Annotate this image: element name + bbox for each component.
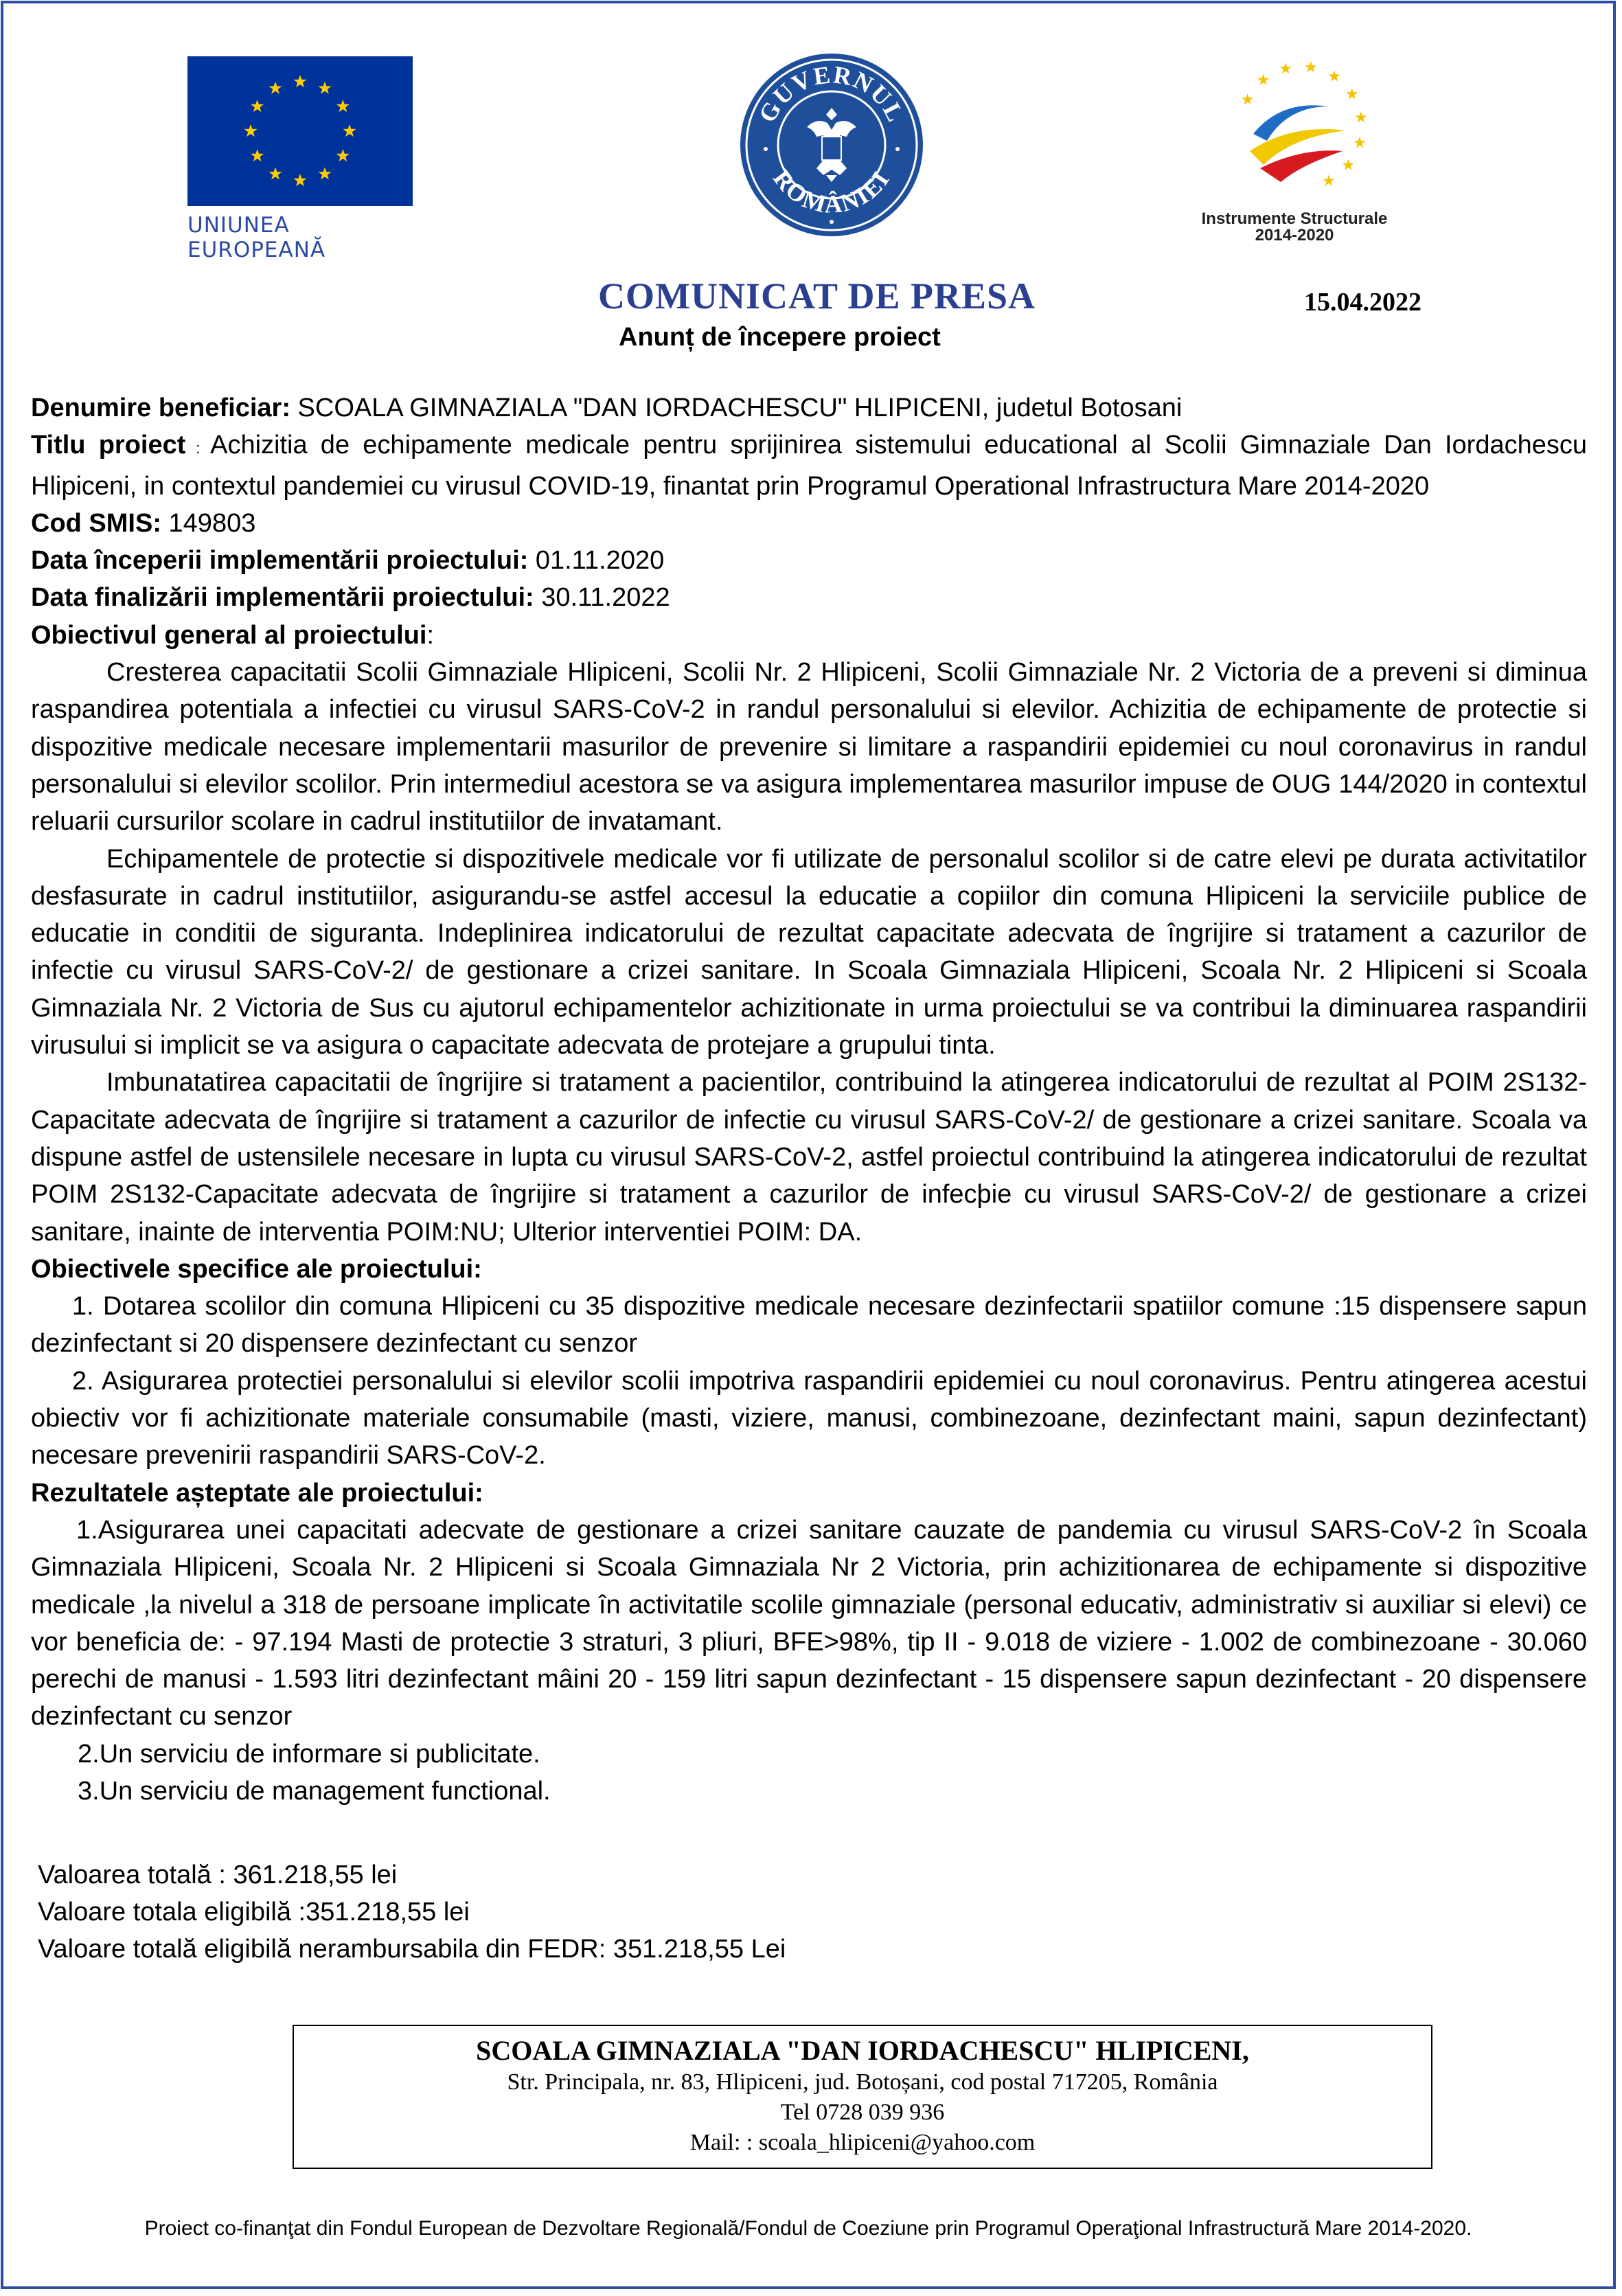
- project-values: [38, 1856, 786, 1968]
- is-star-icon: [1257, 74, 1269, 85]
- eligible-value: Valoare totala eligibilă :351.218,55 lei: [38, 1898, 470, 1926]
- end-date-value: 30.11.2022: [534, 583, 670, 613]
- eu-logo: [187, 56, 414, 262]
- press-release-page: [1, 1, 1616, 2289]
- start-date-line: [31, 542, 1587, 579]
- project-title-colon: :: [185, 440, 211, 457]
- page-title: COMUNICAT DE PRESA: [598, 275, 1036, 317]
- result-item: 2.Un serviciu de informare si publicitate.: [78, 1739, 540, 1769]
- romanian-government-seal-icon: [738, 52, 925, 238]
- smis-label: Cod SMIS:: [31, 508, 161, 538]
- end-date-line: [31, 579, 1587, 616]
- eu-flag-icon: [187, 56, 413, 206]
- is-star-icon: [1328, 70, 1340, 81]
- smis-value: 149803: [161, 508, 256, 538]
- contact-box: [293, 2025, 1432, 2169]
- project-title-line: [31, 427, 1587, 505]
- objective-paragraph: Imbunatatirea capacitatii de îngrijire si tratament a pacientilor, contribuind la atingerea indicatorului de rezultat al POIM 2S132-Capacitate adecvata de îngrijire si tratament a cazurilor de infectie cu virusul SARS-CoV-2/ de gestionare a crizei sanitare. Scoala va dispune astfel de ustensilele necesare in lupta cu virusul SARS-CoV-2, astfel proiectul contribuind la atingerea indicatorului de rezultat POIM 2S132-Capacitate adecvata de îngrijire si tratament a cazurilor de infecþie cu virusul SARS-CoV-2/ de gestionare a crizei sanitare, inainte de interventia POIM:NU; Ulterior interventiei POIM: DA.: [31, 1068, 1587, 1247]
- result-item: 3.Un serviciu de management functional.: [78, 1776, 551, 1806]
- eu-caption: UNIUNEA EUROPEANĂ: [187, 213, 326, 262]
- page-subtitle: Anunț de începere proiect: [619, 323, 941, 352]
- is-star-icon: [1305, 61, 1316, 72]
- is-caption-2: 2014-2020: [1255, 226, 1334, 245]
- school-address: Str. Principala, nr. 83, Hlipiceni, jud. Botoșani, cod postal 717205, România: [507, 2069, 1218, 2095]
- project-title-value: Achizitia de echipamente medicale pentru sprijinirea sistemului educational al Scolii Gimnaziale Dan Iordachescu Hlipiceni, in contextul pandemiei cu virusul COVID-19, finantat prin Programul Operational Infrastructura Mare 2014-2020: [31, 431, 1588, 501]
- structural-instruments-logo: [1185, 52, 1404, 246]
- beneficiary-label: Denumire beneficiar:: [31, 394, 290, 422]
- is-star-icon: [1355, 111, 1367, 122]
- school-phone: Tel 0728 039 936: [780, 2100, 945, 2125]
- fedr-value: Valoare totală eligibilă nerambursabila din FEDR: 351.218,55 Lei: [38, 1935, 786, 1964]
- results-label: Rezultatele așteptate ale proiectului:: [31, 1478, 483, 1508]
- objective-paragraph: Echipamentele de protectie si dispozitivele medicale vor fi utilizate de personalul scolilor si de catre elevi pe durata activitatilor desfasurate in cadrul institutiilor, asigurandu-se astfel accesul la educatie a copiilor din comuna Hlipiceni la serviciile publice de educatie in conditii de siguranta. Indeplinirea indicatorului de rezultat capacitate adecvata de îngrijire si tratament a cazurilor de infectie cu virusul SARS-CoV-2/ de gestionare a crizei sanitare. In Scoala Gimnaziala Hlipiceni, Scoala Nr. 2 Hlipiceni si Scoala Gimnaziala Nr. 2 Victoria de Sus cu ajutorul echipamentelor achizitionate in urma proiectului se va contribui la diminuarea raspandirii virusului si implicit se va asigura o capacitate adecvata de protejare a grupului tinta.: [31, 844, 1587, 1060]
- beneficiary-value: SCOALA GIMNAZIALA "DAN IORDACHESCU" HLIPICENI, judetul Botosani: [290, 394, 1183, 422]
- is-star-icon: [1343, 159, 1354, 170]
- smis-line: [31, 505, 1587, 542]
- objective-label: Obiectivul general al proiectului: [31, 620, 427, 650]
- is-star-icon: [1353, 137, 1365, 148]
- end-date-label: Data finalizării implementării proiectului:: [31, 583, 534, 613]
- funding-footer: Proiect co-finanţat din Fondul European de Dezvoltare Regională/Fondul de Coeziune prin Programul Operaţional Infrastructură Mare 2014-2020.: [144, 2217, 1472, 2240]
- svg-text:ROMÂNIEI: ROMÂNIEI: [768, 164, 895, 218]
- specific-objective-item: 2. Asigurarea protectiei personalului si elevilor scolii impotriva raspandirii epidemiei cu noul coronavirus. Pentru atingerea acestui obiectiv vor fi achizitionate materiale consumabile (masti, viziere, manusi, combinezoane, dezinfectant maini, sapun dezinfectant) necesare prevenirii raspandirii SARS-CoV-2.: [31, 1366, 1587, 1470]
- specific-objectives-label: Obiectivele specifice ale proiectului:: [31, 1254, 482, 1284]
- release-body: [31, 389, 1587, 1810]
- results-heading: [31, 1475, 1587, 1512]
- beneficiary-line: [31, 389, 1587, 427]
- is-caption-1: Instrumente Structurale: [1201, 209, 1388, 228]
- is-star-icon: [1280, 62, 1292, 73]
- school-name: SCOALA GIMNAZIALA "DAN IORDACHESCU" HLIPICENI,: [476, 2035, 1249, 2066]
- start-date-value: 01.11.2020: [528, 546, 665, 576]
- total-value: Valoarea totală : 361.218,55 lei: [38, 1861, 398, 1889]
- logo-row: [3, 52, 1613, 262]
- result-item: 1.Asigurarea unei capacitati adecvate de gestionare a crizei sanitare cauzate de pandemia cu virusul SARS-CoV-2 în Scoala Gimnaziala Hlipiceni, Scoala Nr. 2 Hlipiceni si Scoala Gimnaziala Nr 2 Victoria, prin achizitionarea de echipamente si dispozitive medicale ,la nivelul a 318 de persoane implicate în activitatile scolile gimnaziale (personal educativ, administrativ si auxiliar si elevi) ce vor beneficia de: - 97.194 Masti de protectie 3 straturi, 3 pliuri, BFE>98%, tip II - 9.018 de viziere - 1.002 de combinezoane - 30.060 perechi de manusi - 1.593 litri dezinfectant mâini 20 - 159 litri sapun dezinfectant - 15 dispensere sapun dezinfectant - 20 dispensere dezinfectant cu senzor: [31, 1515, 1587, 1731]
- specific-objective-item: 1. Dotarea scolilor din comuna Hlipiceni cu 35 dispozitive medicale necesare dezinfectarii spatiilor comune :15 dispensere sapun dezinfectant si 20 dispensere dezinfectant cu senzor: [31, 1292, 1587, 1359]
- is-star-icon: [1242, 93, 1253, 104]
- specific-objectives-heading: [31, 1251, 1587, 1288]
- objective-colon: :: [426, 620, 435, 650]
- is-star-icon: [1346, 88, 1358, 99]
- project-title-label: Titlu proiect: [31, 431, 186, 460]
- structural-instruments-icon: [1212, 52, 1377, 209]
- svg-text:GUVERNUL: GUVERNUL: [753, 60, 911, 127]
- objective-heading: [31, 617, 1587, 654]
- school-email[interactable]: Mail: : scoala_hlipiceni@yahoo.com: [689, 2130, 1036, 2155]
- start-date-label: Data începerii implementării proiectului:: [31, 546, 529, 576]
- is-star-icon: [1323, 174, 1334, 185]
- release-date: 15.04.2022: [1304, 288, 1421, 317]
- objective-paragraph: Cresterea capacitatii Scolii Gimnaziale Hlipiceni, Scolii Nr. 2 Hlipiceni, Scolii Gimnaziale Nr. 2 Victoria de a preveni si diminua raspandirea potentiala a infectiei cu virusul SARS-CoV-2 in randul personalului si elevilor. Achizitia de echipamente de protectie si dispozitive medicale necesare implementarii masurilor de prevenire si limitare a raspandirii epidemiei cu noul coronavirus in randul personalului si elevilor scolilor. Prin intermediul acestora se va asigura implementarea masurilor impuse de OUG 144/2020 in contextul reluarii cursurilor scolare in cadrul institutiilor de invatamant.: [31, 658, 1587, 837]
